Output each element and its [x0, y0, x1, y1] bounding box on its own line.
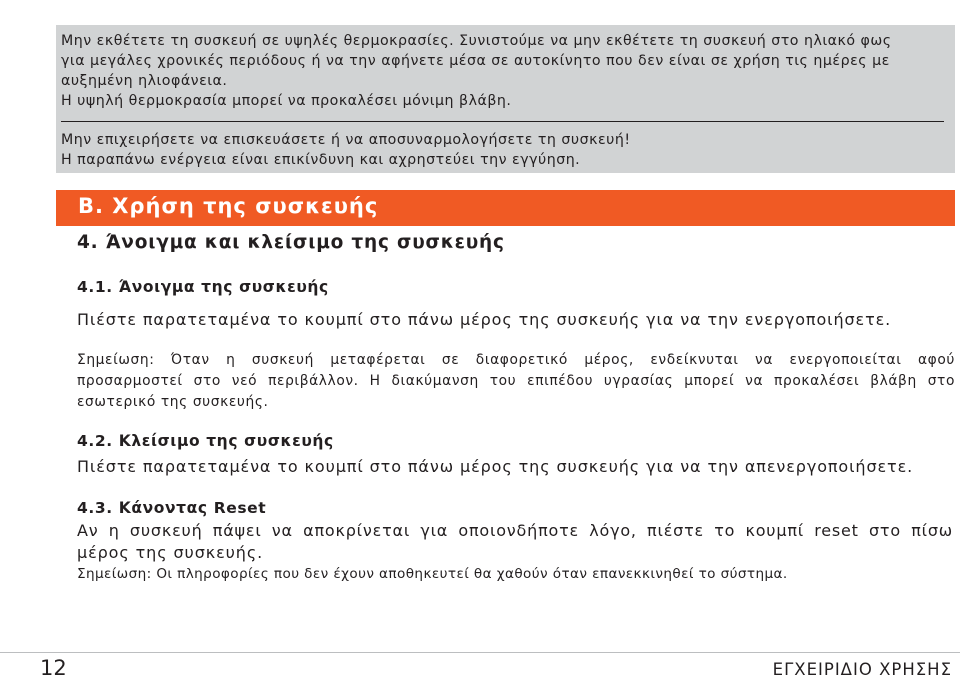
reset-instructions-line: μέρος της συσκευής. [77, 543, 264, 562]
subsection-title-open: 4.1. Άνοιγμα της συσκευής [77, 278, 329, 296]
subsection-title-close: 4.2. Κλείσιμο της συσκευής [77, 432, 334, 450]
warning-text-line: Η παραπάνω ενέργεια είναι επικίνδυνη και αχρηστεύει την εγγύηση. [61, 152, 581, 168]
warning-text-line: για μεγάλες χρονικές περιόδους ή να την αφήνετε μέσα σε αυτοκίνητο που δεν είναι σε χρήση τις ημέρες με [61, 53, 890, 69]
warning-text-line: Η υψηλή θερμοκρασία μπορεί να προκαλέσει μόνιμη βλάβη. [61, 93, 512, 109]
subsection-title-reset: 4.3. Κάνοντας Reset [77, 499, 267, 517]
note-line: προσαρμοστεί στο νεό περιβάλλον. Η διακύμανση του επιπέδου υγρασίας μπορεί να προκαλέσει βλάβη στο [77, 373, 955, 389]
section-title: B. Χρήση της συσκευής [78, 194, 379, 218]
note-line: Σημείωση: Όταν η συσκευή μεταφέρεται σε διαφορετικό μέρος, ενδείκνυται να ενεργοποιείται αφού [77, 352, 955, 368]
warning-text-line: αυξημένη ηλιοφάνεια. [61, 73, 228, 89]
open-instructions: Πιέστε παρατεταμένα το κουμπί στο πάνω μέρος της συσκευής για να την ενεργοποιήσετε. [77, 310, 892, 329]
manual-title: ΕΓΧΕΙΡΙΔΙΟ ΧΡΗΣΗΣ [772, 660, 952, 679]
page-number: 12 [40, 656, 67, 680]
close-instructions: Πιέστε παρατεταμένα το κουμπί στο πάνω μέρος της συσκευής για να την απενεργοποιήσετε. [77, 457, 914, 476]
footer-divider [0, 652, 960, 653]
section-header-bar [56, 190, 955, 226]
reset-instructions-line: Αν η συσκευή πάψει να αποκρίνεται για οποιονδήποτε λόγο, πιέστε το κουμπί reset στο πίσω [77, 521, 953, 540]
warning-text-line: Μην εκθέτετε τη συσκευή σε υψηλές θερμοκρασίες. Συνιστούμε να μην εκθέτετε τη συσκευή στο ηλιακό φως [61, 33, 892, 49]
reset-note: Σημείωση: Οι πληροφορίες που δεν έχουν αποθηκευτεί θα χαθούν όταν επανεκκινηθεί το σύστημα. [77, 566, 788, 582]
warning-text-line: Μην επιχειρήσετε να επισκευάσετε ή να αποσυναρμολογήσετε τη συσκευή! [61, 132, 631, 148]
chapter-heading: 4. Άνοιγμα και κλείσιμο της συσκευής [77, 232, 505, 253]
open-note [77, 350, 955, 413]
note-line: εσωτερικό της συσκευής. [77, 394, 269, 410]
warning-divider [61, 121, 944, 122]
